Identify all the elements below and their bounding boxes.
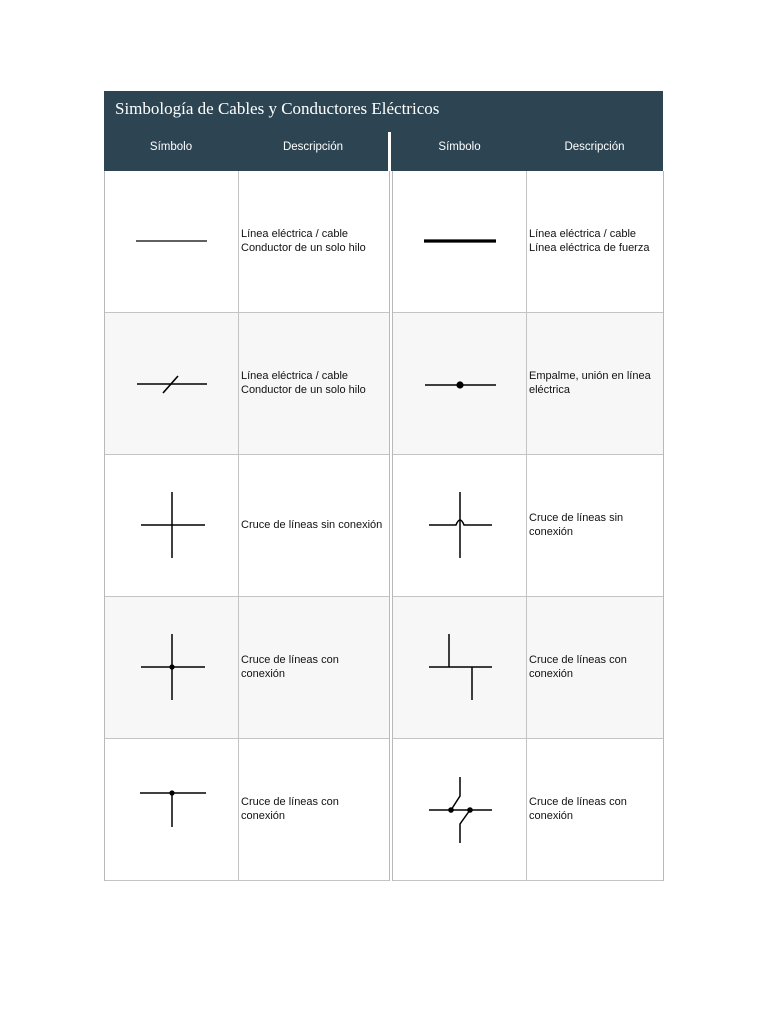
description-line: conexión: [529, 809, 574, 822]
description-cell: [239, 455, 389, 596]
symbol-cell: [105, 313, 239, 454]
description-line: Cruce de líneas con: [241, 654, 339, 666]
symbol-cell: [393, 455, 527, 596]
description-line: Cruce de líneas con: [529, 796, 627, 808]
header-right-description: Descripción: [564, 141, 625, 153]
description-cell: [527, 171, 663, 312]
symbol-cell: [393, 171, 527, 312]
description-line: Cruce de líneas con: [529, 654, 627, 666]
description-line: Cruce de líneas sin conexión: [241, 518, 383, 531]
table-row: [393, 171, 663, 313]
table-row: [105, 313, 389, 455]
offset-junction-symbol-icon: [393, 597, 526, 738]
double-junction-symbol-icon: [393, 739, 526, 880]
description-cell: [239, 597, 389, 738]
description-cell: [527, 739, 663, 880]
symbol-cell: [393, 739, 527, 880]
splice-dot-symbol-icon: [393, 313, 526, 454]
header-divider: [388, 132, 391, 171]
symbol-cell: [105, 455, 239, 596]
header-right-symbol: Símbolo: [438, 141, 481, 153]
description-cell: [239, 739, 389, 880]
symbol-cell: [105, 597, 239, 738]
page-title: Simbología de Cables y Conductores Eléctricos: [104, 91, 663, 126]
table-row: [393, 455, 663, 597]
thick-line-symbol-icon: [393, 171, 526, 312]
description-line: Línea eléctrica de fuerza: [529, 241, 650, 254]
description-line: Cruce de líneas con: [241, 796, 339, 808]
left-symbol-table: [104, 171, 390, 881]
table-row: [393, 739, 663, 881]
description-line: Línea eléctrica / cable: [529, 228, 637, 240]
description-line: conexión: [241, 809, 286, 822]
symbol-cell: [105, 739, 239, 880]
description-cell: [527, 455, 663, 596]
table-header: [104, 126, 663, 171]
table-row: [105, 597, 389, 739]
description-line: conexión: [529, 667, 574, 680]
description-line: Línea eléctrica / cable: [241, 370, 349, 382]
right-symbol-table: [392, 171, 664, 881]
description-line: Empalme, unión en línea: [529, 370, 651, 382]
table-row: [393, 313, 663, 455]
description-cell: [527, 597, 663, 738]
description-cell: [239, 171, 389, 312]
description-line: Conductor de un solo hilo: [241, 383, 366, 396]
header-left-description: Descripción: [282, 141, 344, 153]
crossing-hop-symbol-icon: [393, 455, 526, 596]
table-row: [105, 739, 389, 881]
tee-junction-symbol-icon: [105, 739, 238, 880]
crossing-no-connection-symbol-icon: [105, 455, 238, 596]
description-line: Conductor de un solo hilo: [241, 241, 366, 254]
single-wire-slash-symbol-icon: [105, 313, 238, 454]
table-row: [393, 597, 663, 739]
description-cell: [239, 313, 389, 454]
table-row: [105, 171, 389, 313]
table-row: [105, 455, 389, 597]
symbol-cell: [393, 313, 527, 454]
description-line: Cruce de líneas sin: [529, 512, 624, 524]
description-line: eléctrica: [529, 383, 570, 396]
description-line: Línea eléctrica / cable: [241, 228, 349, 240]
symbol-cell: [393, 597, 527, 738]
description-line: conexión: [529, 525, 574, 538]
thin-line-symbol-icon: [105, 171, 238, 312]
symbol-sheet: [104, 91, 663, 822]
crossing-with-dot-symbol-icon: [105, 597, 238, 738]
symbol-cell: [105, 171, 239, 312]
header-left-symbol: Símbolo: [149, 141, 193, 153]
description-line: conexión: [241, 667, 286, 680]
description-cell: [527, 313, 663, 454]
